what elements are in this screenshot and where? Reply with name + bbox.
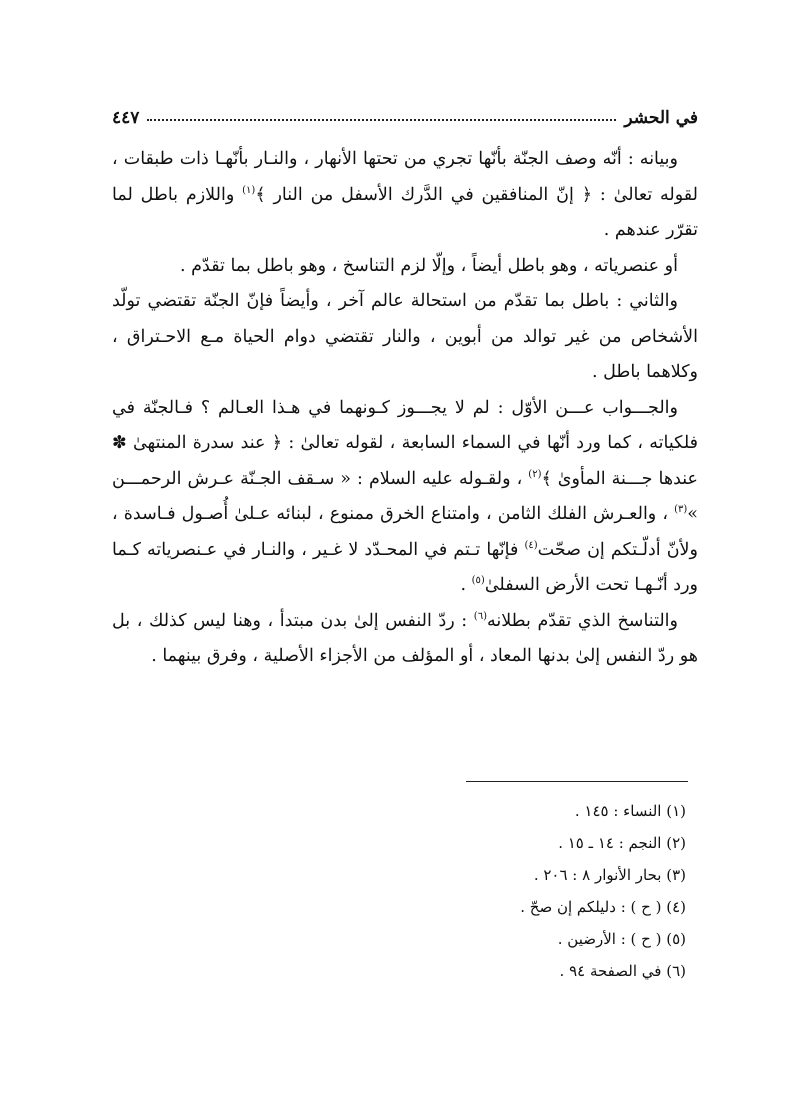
text-segment: أو عنصرياته ، وهو باطل أيضاً ، وإلّا لزم التناسخ ، وهو باطل بما تقدّم .	[180, 255, 678, 276]
footnote-separator	[466, 781, 688, 782]
text-segment: : ردّ النفس إلىٰ بدن مبتدأ ، وهنا ليس كذلك ، بل هو ردّ النفس إلىٰ بدنها المعاد ، أو المؤلف من الأجزاء الأصلية ، وفرق بينهما .	[112, 610, 698, 666]
text-segment: والتناسخ الذي تقدّم بطلانه	[486, 610, 679, 631]
paragraph	[112, 249, 698, 285]
footnote-marker: (٤)	[524, 539, 538, 551]
footnote-item: (٢) النجم : ١٤ ـ ١٥ .	[558, 834, 686, 852]
chapter-title: في الحشر	[624, 108, 698, 128]
footnote-item: (١) النساء : ١٤٥ .	[574, 802, 686, 820]
text-segment: واللازم باطل لما تقرّر عندهم .	[112, 184, 698, 240]
text-segment: ، ولقـوله عليه السلام : « سـقف الجـنّة عـرش الرحمـــن »	[112, 468, 698, 524]
text-segment: .	[460, 575, 472, 595]
page-number: ٤٤٧	[112, 108, 140, 128]
paragraph	[112, 604, 698, 675]
header-leader-dots	[147, 119, 616, 121]
footnote-marker: (٥)	[471, 575, 485, 587]
paragraph	[112, 284, 698, 391]
text-segment: وبيانه : أنّه وصف الجنّة بأنّها تجري من تحتها الأنهار ، والنـار بأنّهـا ذات طبقات ، لقوله تعالىٰ : ﴿ إنّ المنافقين في الدَّرك الأسفل من النار ﴾	[112, 149, 698, 205]
text-segment: والجـــواب عـــن الأوّل : لم لا يجـــوز كـونهما في هـذا العـالم ؟ فـالجنّة في فلكياته ، كما ورد أنّها في السماء السابعة ، لقوله تعالىٰ : ﴿ عند سدرة المنتهىٰ ✽ عندها جـــنة المأوىٰ ﴾	[112, 397, 698, 489]
main-text	[112, 142, 698, 675]
footnotes	[112, 795, 698, 987]
text-segment: ، والعـرش الفلك الثامن ، وامتناع الخرق ممنوع ، لبنائه عـلىٰ أُصـول فـاسدة ، ولأنّ أدلّـتكم إن صحّت	[112, 504, 698, 560]
paragraph	[112, 142, 698, 249]
running-header	[112, 96, 698, 128]
text-segment: والثاني : باطل بما تقدّم من استحالة عالم آخر ، وأيضاً فإنّ الجنّة تقتضي تولّد الأشخاص من غير توالد من أبوين ، والنار تقتضي دوام الحياة مـع الاحـتراق ، وكلاهما باطل .	[112, 291, 698, 382]
footnote-item: (٤) ( ح ) : دليلكم إن صحّ .	[520, 898, 686, 916]
footnote-item: (٦) في الصفحة ٩٤ .	[559, 962, 686, 980]
footnote-marker: (١)	[242, 184, 256, 196]
footnote-item: (٣) بحار الأنوار ٨ : ٢٠٦ .	[533, 866, 686, 884]
paragraph	[112, 391, 698, 604]
footnote-marker: (٣)	[674, 504, 688, 516]
text-segment: فإنّها تـتم في المحـدّد لا غـير ، والنـار في عـنصرياته كـما ورد أنّـهـا تحت الأرض السفلىٰ	[112, 539, 698, 595]
footnote-item: (٥) ( ح ) : الأرضين .	[557, 930, 686, 948]
footnote-marker: (٦)	[473, 610, 487, 622]
footnote-marker: (٢)	[528, 468, 542, 480]
